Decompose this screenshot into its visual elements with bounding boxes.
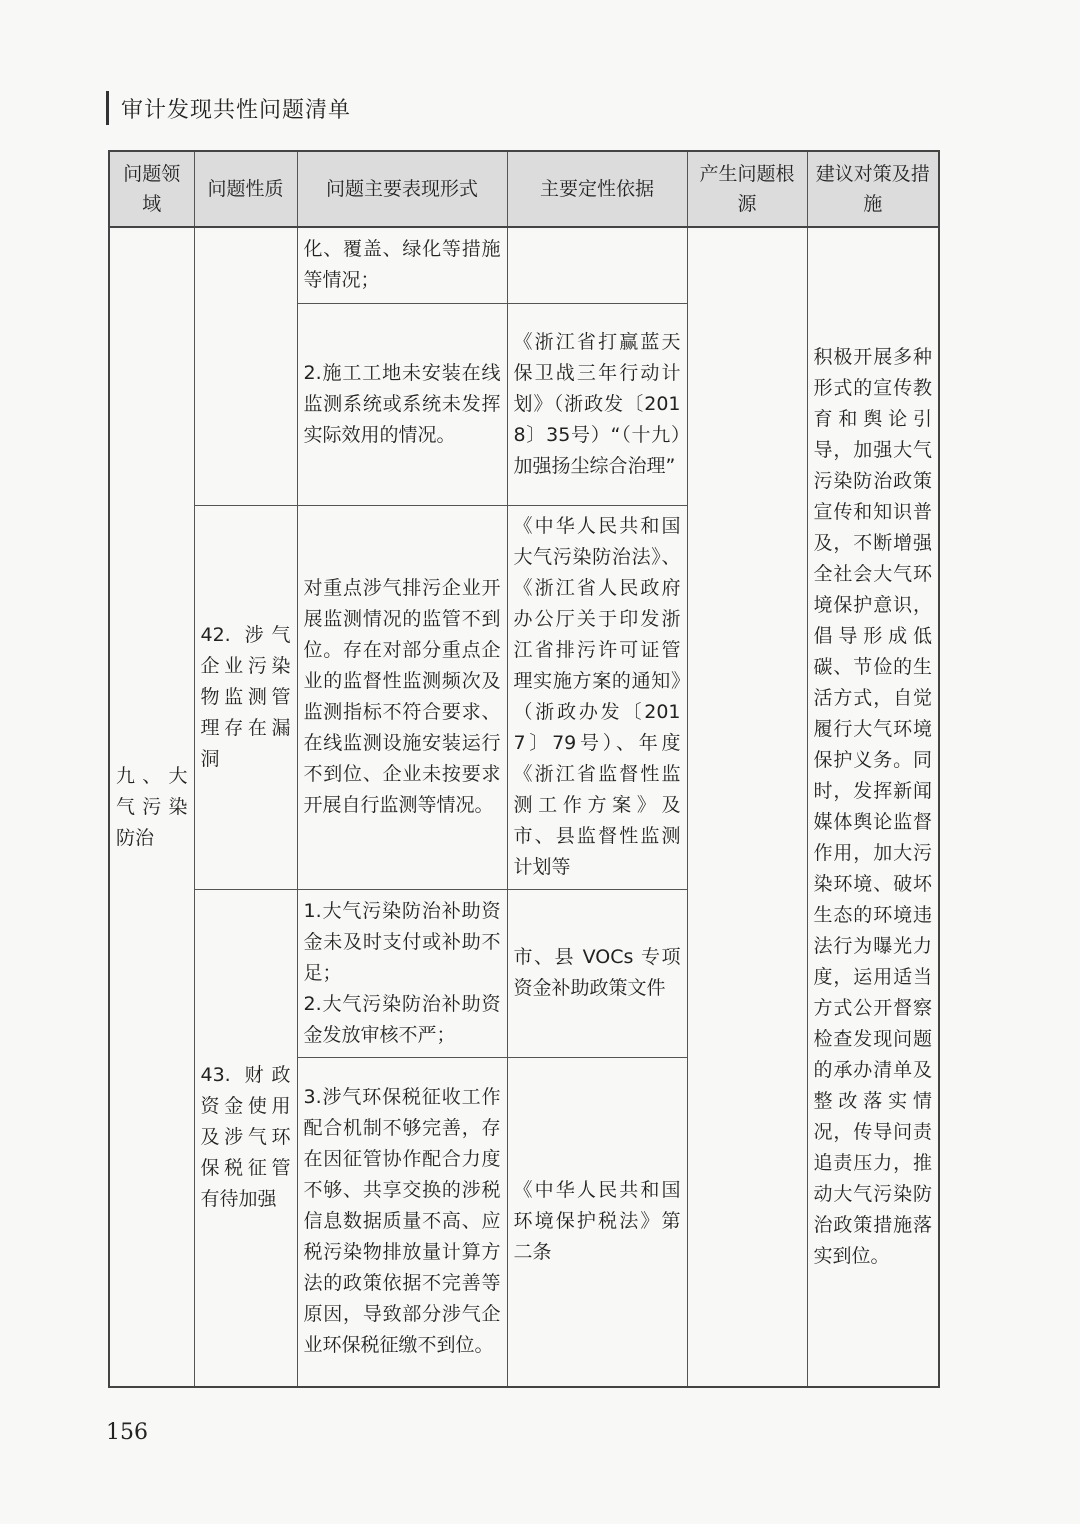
- basis-cell: 《中华人民共和国大气污染防治法》、《浙江省人民政府办公厅关于印发浙江省排污许可证管理实施方案的通知》（浙政办发〔2017〕79号）、年度《浙江省监督性监测工作方案》及市、县监督性监测计划等: [507, 505, 687, 889]
- issue-area-cell: 九、大气污染防治: [109, 227, 194, 1387]
- column-header-area: 问题领域: [109, 151, 194, 227]
- basis-cell: [507, 227, 687, 303]
- basis-cell: 市、县 VOCs 专项资金补助政策文件: [507, 889, 687, 1057]
- issue-form-cell: 化、覆盖、绿化等措施等情况；: [297, 227, 507, 303]
- issue-nature-cell: 43. 财政资金使用及涉气环保税征管有待加强: [194, 889, 297, 1387]
- basis-cell: 《浙江省打赢蓝天保卫战三年行动计划》（浙政发〔2018〕35号）“（十九）加强扬尘综合治理”: [507, 303, 687, 505]
- column-header-nature: 问题性质: [194, 151, 297, 227]
- column-header-basis: 主要定性依据: [507, 151, 687, 227]
- basis-cell: 《中华人民共和国环境保护税法》第二条: [507, 1057, 687, 1387]
- issue-form-cell: 1.大气污染防治补助资金未及时支付或补助不足； 2.大气污染防治补助资金发放审核不严；: [297, 889, 507, 1057]
- measures-cell: 积极开展多种形式的宣传教育和舆论引导，加强大气污染防治政策宣传和知识普及，不断增强全社会大气环境保护意识，倡导形成低碳、节俭的生活方式，自觉履行大气环境保护义务。同时，发挥新闻媒体舆论监督作用，加大污染环境、破坏生态的环境违法行为曝光力度，运用适当方式公开督察检查发现问题的承办清单及整改落实情况，传导问责追责压力，推动大气污染防治政策措施落实到位。: [807, 227, 939, 1387]
- page-number: 156: [106, 1420, 148, 1445]
- issue-form-cell: 3.涉气环保税征收工作配合机制不够完善，存在因征管协作配合力度不够、共享交换的涉税信息数据质量不高、应税污染物排放量计算方法的政策依据不完善等原因，导致部分涉气企业环保税征缴不到位。: [297, 1057, 507, 1387]
- issue-nature-cell: 42. 涉气企业污染物监测管理存在漏洞: [194, 505, 297, 889]
- header-title: 审计发现共性问题清单: [121, 97, 352, 123]
- issue-nature-cell: [194, 227, 297, 505]
- column-header-form: 问题主要表现形式: [297, 151, 507, 227]
- issue-form-cell: 2.施工工地未安装在线监测系统或系统未发挥实际效用的情况。: [297, 303, 507, 505]
- issue-form-cell: 对重点涉气排污企业开展监测情况的监管不到位。存在对部分重点企业的监督性监测频次及监测指标不符合要求、在线监测设施安装运行不到位、企业未按要求开展自行监测等情况。: [297, 505, 507, 889]
- table-row: [109, 227, 939, 303]
- running-header: [106, 90, 351, 126]
- column-header-measures: 建议对策及措施: [807, 151, 939, 227]
- root-cause-cell: [687, 227, 807, 1387]
- audit-issue-table: [108, 150, 940, 1388]
- header-rule: [106, 91, 109, 125]
- table-header-row: [109, 151, 939, 227]
- column-header-root-cause: 产生问题根源: [687, 151, 807, 227]
